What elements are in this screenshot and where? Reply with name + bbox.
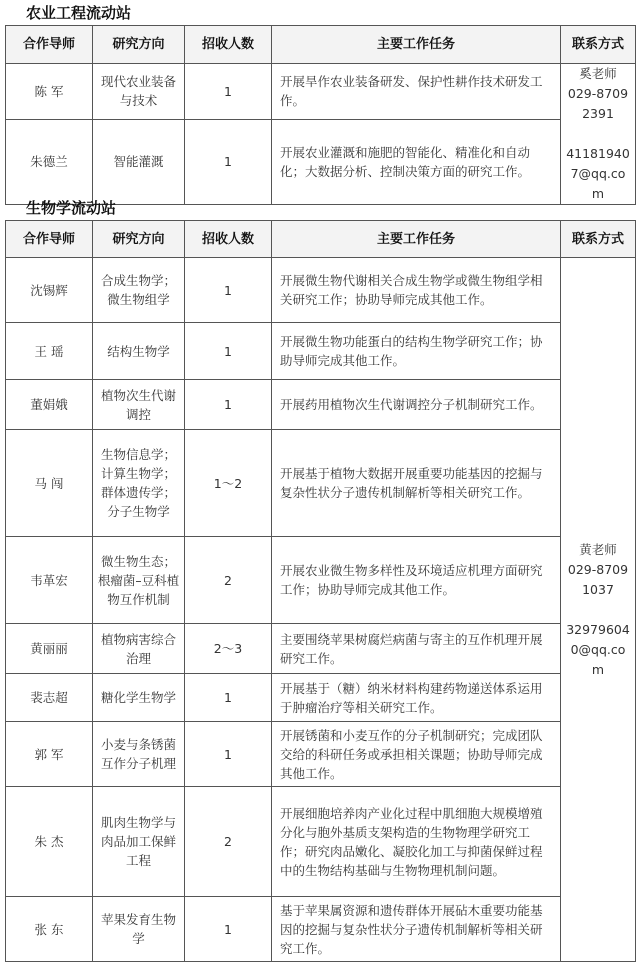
task-cell: 开展微生物功能蛋白的结构生物学研究工作；协助导师完成其他工作。 [272, 323, 561, 380]
count-cell: 1 [185, 64, 272, 120]
table-row [6, 897, 636, 962]
table-row [6, 537, 636, 624]
direction-cell: 糖化学生物学 [93, 674, 185, 722]
section-title-bio: 生物学流动站 [26, 199, 117, 217]
mentor-cell: 朱德兰 [6, 119, 93, 204]
mentor-cell: 郭 军 [6, 722, 93, 787]
section-title-agri: 农业工程流动站 [26, 4, 132, 22]
task-cell: 主要围绕苹果树腐烂病菌与寄主的互作机理开展研究工作。 [272, 624, 561, 674]
count-cell: 1 [185, 674, 272, 722]
direction-cell: 小麦与条锈菌互作分子机理 [93, 722, 185, 787]
table-header-row [6, 26, 636, 64]
task-cell: 开展农业微生物多样性及环境适应机理方面研究工作；协助导师完成其他工作。 [272, 537, 561, 624]
header-count: 招收人数 [185, 26, 272, 64]
task-cell: 开展农业灌溉和施肥的智能化、精准化和自动化；大数据分析、控制决策方面的研究工作。 [272, 119, 561, 204]
table-header-row [6, 221, 636, 258]
direction-cell: 肌肉生物学与肉品加工保鲜工程 [93, 787, 185, 897]
task-cell: 开展锈菌和小麦互作的分子机制研究；完成团队交给的科研任务或承担相关课题；协助导师完成其他工作。 [272, 722, 561, 787]
direction-cell: 合成生物学；微生物组学 [93, 258, 185, 323]
count-cell: 2～3 [185, 624, 272, 674]
mentor-cell: 董娟娥 [6, 380, 93, 430]
table-row [6, 64, 636, 120]
task-cell: 基于苹果属资源和遗传群体开展砧木重要功能基因的挖掘与复杂性状分子遗传机制解析等相关研究工作。 [272, 897, 561, 962]
table-row [6, 430, 636, 537]
direction-cell: 现代农业装备与技术 [93, 64, 185, 120]
task-cell: 开展基于植物大数据开展重要功能基因的挖掘与复杂性状分子遗传机制解析等相关研究工作。 [272, 430, 561, 537]
header-task: 主要工作任务 [272, 221, 561, 258]
direction-cell: 结构生物学 [93, 323, 185, 380]
table-row [6, 674, 636, 722]
count-cell: 1～2 [185, 430, 272, 537]
header-direction: 研究方向 [93, 26, 185, 64]
mentor-cell: 张 东 [6, 897, 93, 962]
count-cell: 1 [185, 119, 272, 204]
direction-cell: 智能灌溉 [93, 119, 185, 204]
task-cell: 开展细胞培养肉产业化过程中肌细胞大规模增殖分化与胞外基质支架构造的生物物理学研究工作；研究肉品嫩化、凝胶化加工与抑菌保鲜过程中的生物结构基础与生物物理机制问题。 [272, 787, 561, 897]
bio-table [5, 220, 636, 962]
contact-phone: 029-87091037 [567, 561, 629, 597]
table-row [6, 722, 636, 787]
count-cell: 1 [185, 323, 272, 380]
table-row [6, 624, 636, 674]
mentor-cell: 王 瑶 [6, 323, 93, 380]
contact-email: 329796040@qq.com [566, 621, 630, 677]
table-row [6, 258, 636, 323]
task-cell: 开展基于（糖）纳米材料构建药物递送体系运用于肿瘤治疗等相关研究工作。 [272, 674, 561, 722]
table-row [6, 119, 636, 204]
mentor-cell: 朱 杰 [6, 787, 93, 897]
contact-email: 411819407@qq.com [566, 146, 630, 201]
direction-cell: 生物信息学；计算生物学；群体遗传学；分子生物学 [93, 430, 185, 537]
contact-phone: 029-87092391 [567, 86, 629, 121]
direction-cell: 微生物生态；根瘤菌–豆科植物互作机制 [93, 537, 185, 624]
count-cell: 1 [185, 897, 272, 962]
header-mentor: 合作导师 [6, 221, 93, 258]
mentor-cell: 黄丽丽 [6, 624, 93, 674]
count-cell: 2 [185, 787, 272, 897]
header-contact: 联系方式 [561, 221, 636, 258]
count-cell: 2 [185, 537, 272, 624]
count-cell: 1 [185, 722, 272, 787]
table-row [6, 323, 636, 380]
task-cell: 开展微生物代谢相关合成生物学或微生物组学相关研究工作；协助导师完成其他工作。 [272, 258, 561, 323]
header-direction: 研究方向 [93, 221, 185, 258]
header-mentor: 合作导师 [6, 26, 93, 64]
contact-name: 黄老师 [579, 541, 617, 557]
header-count: 招收人数 [185, 221, 272, 258]
table-row [6, 787, 636, 897]
mentor-cell: 韦革宏 [6, 537, 93, 624]
mentor-cell: 马 闯 [6, 430, 93, 537]
task-cell: 开展旱作农业装备研发、保护性耕作技术研发工作。 [272, 64, 561, 120]
mentor-cell: 陈 军 [6, 64, 93, 120]
direction-cell: 植物次生代谢调控 [93, 380, 185, 430]
count-cell: 1 [185, 380, 272, 430]
agri-table [5, 25, 636, 205]
contact-name: 奚老师 [579, 66, 617, 81]
task-cell: 开展药用植物次生代谢调控分子机制研究工作。 [272, 380, 561, 430]
contact-cell [561, 258, 636, 962]
contact-cell [561, 64, 636, 205]
direction-cell: 植物病害综合治理 [93, 624, 185, 674]
mentor-cell: 沈锡辉 [6, 258, 93, 323]
table-row [6, 380, 636, 430]
direction-cell: 苹果发育生物学 [93, 897, 185, 962]
header-contact: 联系方式 [561, 26, 636, 64]
count-cell: 1 [185, 258, 272, 323]
mentor-cell: 裴志超 [6, 674, 93, 722]
header-task: 主要工作任务 [272, 26, 561, 64]
